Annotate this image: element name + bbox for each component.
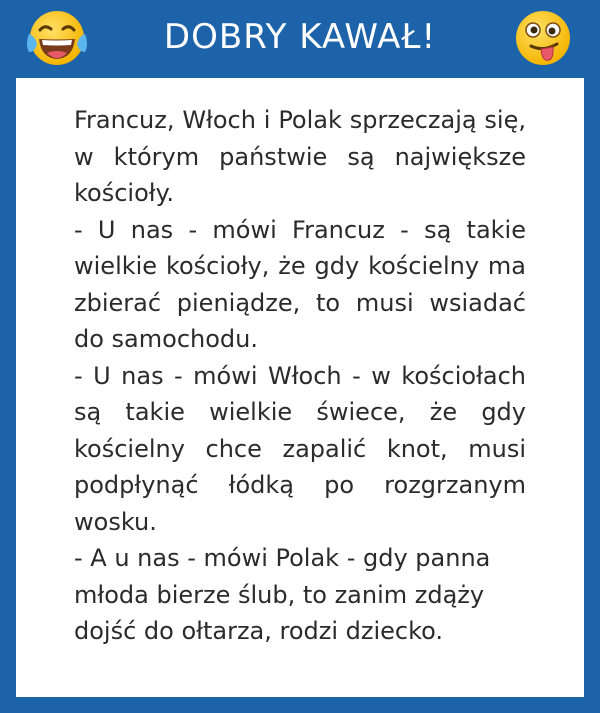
page-title: DOBRY KAWAŁ!	[163, 17, 437, 57]
joke-text-panel	[16, 78, 584, 697]
joke-paragraph-setup: Francuz, Włoch i Polak sprzeczają się, w którym państwie są największe kościoły.	[74, 106, 526, 207]
joke-paragraph-french: - U nas - mówi Francuz - są takie wielkie kościoły, że gdy kościelny ma zbierać pieniądze, to musi wsiadać do samochodu.	[74, 215, 526, 353]
winking-tongue-emoji-icon	[511, 6, 575, 70]
joke-paragraph-polish: - A u nas - mówi Polak - gdy panna młoda bierze ślub, to zanim zdąży dojść do ołtarza, rodzi dziecko.	[74, 544, 491, 645]
joke-paragraph-italian: - U nas - mówi Włoch - w kościołach są takie wielkie świece, że gdy kościelny chce zapalić knot, musi podpłynąć łódką po rozgrzanym wosku.	[74, 361, 526, 536]
header-bar	[0, 0, 600, 76]
